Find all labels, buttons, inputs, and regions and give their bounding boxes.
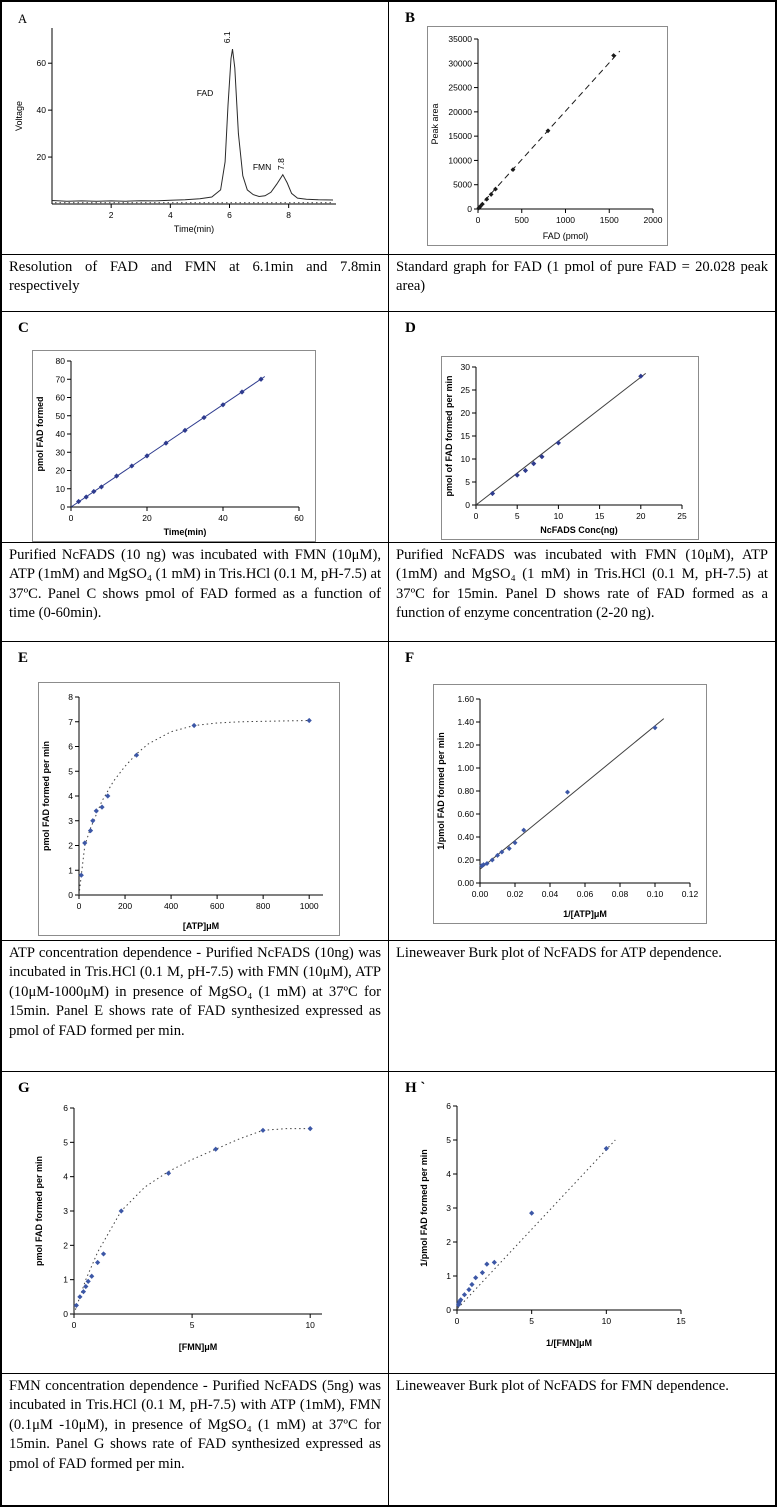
svg-text:15: 15 [594,511,605,521]
svg-text:3: 3 [68,815,73,826]
svg-text:FAD (pmol): FAD (pmol) [542,231,589,241]
svg-text:800: 800 [256,901,271,911]
svg-text:0: 0 [71,1320,77,1330]
panel-d-letter: D [405,320,416,336]
panel-h-letter: H ` [405,1080,426,1096]
svg-text:8: 8 [286,210,292,220]
svg-text:2000: 2000 [643,215,663,225]
svg-text:4: 4 [167,210,173,220]
svg-text:40: 40 [36,105,46,116]
svg-text:0: 0 [473,511,479,521]
svg-text:FAD: FAD [196,88,214,99]
svg-text:0.20: 0.20 [457,855,474,865]
svg-text:5000: 5000 [453,179,472,190]
svg-text:4: 4 [446,1169,451,1179]
svg-text:1.20: 1.20 [457,740,474,750]
svg-text:5: 5 [189,1320,195,1330]
svg-text:pmol FAD formed per min: pmol FAD formed per min [41,740,51,852]
panel-d-caption-cell [389,543,775,642]
svg-text:0: 0 [63,1309,68,1319]
svg-text:[ATP]μM: [ATP]μM [182,921,220,931]
panel-d-cell [389,312,775,543]
svg-text:5: 5 [465,477,470,487]
svg-text:400: 400 [163,901,179,911]
svg-text:10: 10 [601,1316,612,1326]
svg-text:0: 0 [467,204,472,214]
svg-text:5: 5 [514,511,520,521]
panel-g-caption: FMN concentration dependence - Purified NcFADS (5ng) was incubated in Tris.HCl (0.1 M, pH-7.5) with ATP (1mM), FMN (0.1μM -10μM), in presence of MgSO₄ (1 mM) at 37ºC for 15min. Panel G shows rate of FAD synthesized expressed as pmol of FAD formed per min. [9,1378,381,1472]
svg-text:2: 2 [446,1237,451,1247]
svg-text:6: 6 [446,1101,451,1111]
panel-c-time-course-plot [32,350,316,542]
svg-text:Peak area: Peak area [430,103,440,145]
svg-text:600: 600 [210,901,225,911]
svg-text:0: 0 [76,901,82,911]
svg-text:Voltage: Voltage [14,100,24,132]
panel-f-cell [389,642,775,941]
svg-text:35000: 35000 [448,34,472,44]
svg-text:0.00: 0.00 [457,878,474,888]
panel-b-cell [389,2,775,255]
svg-text:7: 7 [68,716,73,727]
svg-text:0.00: 0.00 [471,889,489,899]
svg-text:FMN: FMN [252,161,272,172]
panel-b-caption: Standard graph for FAD (1 pmol of pure FAD = 20.028 peak area) [396,259,768,295]
svg-text:0: 0 [475,215,481,225]
panel-e-caption: ATP concentration dependence - Purified NcFADS (10ng) was incubated in Tris.HCl (0.1 M, pH-7.5) with FMN (10μM), ATP (10μM-1000μM) in presence of MgSO₄ (1 mM) at 37ºC for 15min. Panel E shows rate of FAD synthesized expressed as pmol of FAD formed per min. [9,945,381,1039]
svg-text:pmol FAD formed: pmol FAD formed [35,396,45,472]
svg-text:Time(min): Time(min) [173,224,215,234]
svg-text:5: 5 [529,1316,535,1326]
panel-e-caption-cell [2,941,389,1072]
svg-text:30: 30 [460,362,470,372]
panel-f-lineweaver-burk-atp-plot [433,684,707,924]
svg-text:0: 0 [446,1305,451,1315]
svg-text:10: 10 [460,454,470,464]
panel-b-standard-curve-plot [427,26,668,246]
svg-text:25000: 25000 [448,82,472,93]
svg-text:5: 5 [446,1135,451,1145]
svg-text:0.04: 0.04 [541,889,559,899]
svg-text:10: 10 [55,483,65,494]
svg-text:20: 20 [36,152,46,163]
panel-f-letter: F [405,650,415,666]
panel-a-caption-cell [2,255,389,312]
svg-text:1.00: 1.00 [457,763,474,773]
svg-text:10: 10 [305,1320,315,1330]
svg-text:0: 0 [60,502,65,512]
svg-text:1/[ATP]μM: 1/[ATP]μM [563,909,607,919]
svg-text:0: 0 [68,513,74,523]
svg-text:0.60: 0.60 [457,809,474,819]
svg-text:3: 3 [446,1203,451,1213]
svg-text:1000: 1000 [556,215,575,225]
panel-h-caption-cell [389,1374,775,1505]
panel-a-letter: A [18,12,28,26]
svg-text:40: 40 [55,429,65,439]
svg-text:0: 0 [68,890,73,900]
svg-text:1.40: 1.40 [457,717,474,727]
svg-text:40: 40 [218,513,228,523]
panel-f-caption: Lineweaver Burk plot of NcFADS for ATP dependence. [396,945,722,961]
svg-text:6: 6 [63,1103,68,1113]
svg-text:60: 60 [55,392,65,403]
svg-text:1000: 1000 [299,901,319,911]
svg-text:20: 20 [55,465,65,476]
svg-text:5: 5 [63,1137,68,1148]
svg-text:2: 2 [108,210,114,220]
panel-f-caption-cell [389,941,775,1072]
panel-d-caption: Purified NcFADS was incubated with FMN (10μM), ATP (1mM) and MgSO₄ (1 mM) in Tris.HCl (0.1 M, pH-7.5) at 37ºC for 15min. Panel D shows rate of FAD formed as a function of enzyme concentration (2-20 ng). [396,547,768,622]
svg-text:0: 0 [454,1316,460,1326]
svg-text:60: 60 [36,58,46,69]
svg-text:0.10: 0.10 [646,889,664,899]
svg-text:3: 3 [63,1206,68,1216]
panel-b-caption-cell [389,255,775,312]
svg-text:1: 1 [68,865,73,876]
svg-text:Time(min): Time(min) [163,527,207,537]
panel-b-letter: B [405,10,416,26]
svg-text:15000: 15000 [448,131,472,142]
svg-text:NcFADS Conc(ng): NcFADS Conc(ng) [540,525,618,535]
svg-text:0.02: 0.02 [506,889,524,899]
svg-text:6.1: 6.1 [222,31,233,44]
svg-text:10000: 10000 [448,155,472,166]
svg-text:500: 500 [514,215,529,225]
svg-text:1: 1 [63,1274,68,1285]
svg-text:20: 20 [636,511,646,521]
svg-text:20: 20 [460,408,470,418]
svg-text:8: 8 [68,692,73,702]
svg-text:70: 70 [55,374,65,385]
panel-g-letter: G [18,1080,30,1096]
svg-text:pmol FAD formed per min: pmol FAD formed per min [34,1155,44,1267]
panel-c-cell [2,312,389,543]
svg-text:0: 0 [465,500,470,510]
svg-text:50: 50 [55,410,65,421]
panel-g-cell [2,1072,389,1374]
svg-text:30: 30 [55,447,65,458]
panel-h-lineweaver-burk-fmn-plot [417,1092,701,1352]
svg-text:1/pmol FAD formed per min: 1/pmol FAD formed per min [419,1149,429,1267]
svg-text:1: 1 [446,1271,451,1281]
panel-c-caption-cell [2,543,389,642]
panel-c-letter: C [18,320,29,336]
panel-a-chromatogram-plot [12,10,348,238]
svg-text:0.80: 0.80 [457,786,474,796]
panel-h-cell [389,1072,775,1374]
panel-e-letter: E [18,650,29,666]
svg-text:1500: 1500 [599,215,619,225]
panel-c-caption: Purified NcFADS (10 ng) was incubated with FMN (10μM), ATP (1mM) and MgSO₄ (1 mM) in Tris.HCl (0.1 M, pH-7.5) at 37ºC. Panel C shows pmol of FAD formed as a function of time (0-60min). [9,547,381,622]
svg-text:25: 25 [460,385,470,395]
panel-h-caption: Lineweaver Burk plot of NcFADS for FMN dependence. [396,1378,729,1394]
svg-text:5: 5 [68,766,73,777]
svg-text:60: 60 [294,513,304,523]
panel-d-enzyme-conc-plot [441,356,699,540]
svg-text:[FMN]μM: [FMN]μM [178,1342,218,1352]
svg-text:1/pmol FAD formed per min: 1/pmol FAD formed per min [436,732,446,850]
svg-text:0.12: 0.12 [681,889,699,899]
svg-text:2: 2 [68,840,73,851]
svg-text:1.60: 1.60 [457,694,474,704]
svg-text:20000: 20000 [448,106,472,117]
panel-a-caption: Resolution of FAD and FMN at 6.1min and 7.8min respectively [9,259,381,295]
svg-text:20: 20 [142,513,152,523]
svg-text:15: 15 [676,1316,686,1326]
svg-text:2: 2 [63,1240,68,1251]
svg-text:25: 25 [677,511,687,521]
svg-text:15: 15 [460,431,470,441]
svg-text:7.8: 7.8 [276,158,287,170]
svg-text:30000: 30000 [448,58,472,69]
svg-text:0.40: 0.40 [457,832,474,842]
svg-text:6: 6 [227,210,232,220]
panel-a-cell [2,2,389,255]
svg-text:pmol of FAD formed per min: pmol of FAD formed per min [444,375,454,497]
svg-text:80: 80 [55,356,65,366]
svg-text:0.08: 0.08 [611,889,629,899]
panel-g-fmn-saturation-plot [32,1094,340,1356]
svg-text:6: 6 [68,741,73,752]
panel-g-caption-cell [2,1374,389,1505]
svg-text:0.06: 0.06 [576,889,594,899]
svg-text:1/[FMN]μM: 1/[FMN]μM [546,1338,592,1348]
svg-text:4: 4 [68,791,73,801]
svg-text:200: 200 [117,901,133,911]
svg-text:4: 4 [63,1171,68,1182]
panel-e-atp-saturation-plot [38,682,340,936]
panel-e-cell [2,642,389,941]
svg-text:10: 10 [553,511,564,521]
